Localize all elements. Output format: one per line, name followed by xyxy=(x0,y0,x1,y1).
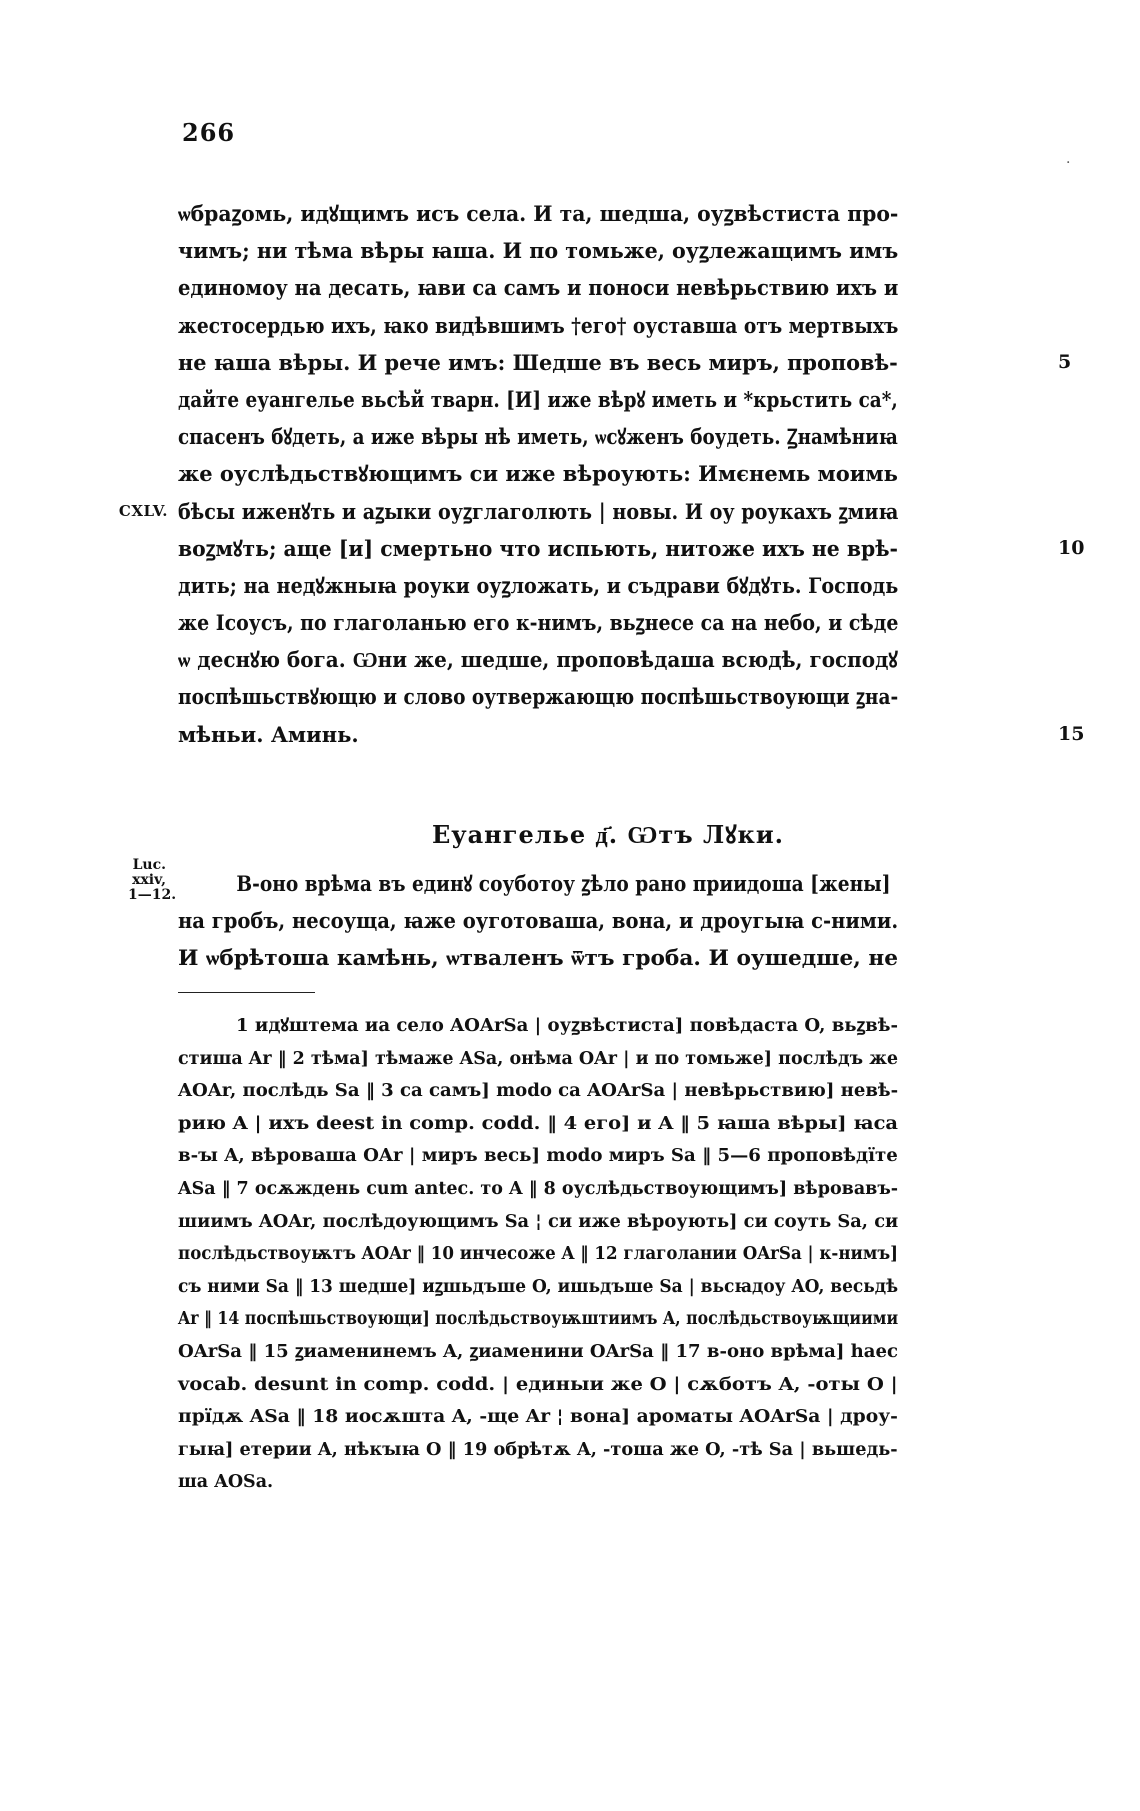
text-line-content: дайте еуангелье вьсѣй тварн. [И] иже вѣрꙋ иметь и *крьстить са*, xyxy=(178,386,898,412)
text-line xyxy=(178,716,1085,753)
footnote-line xyxy=(178,1043,1036,1076)
text-line-content: поспѣшьствꙋющю и слово оутвержающю поспѣшьствоующи ꙁна- xyxy=(178,684,899,710)
footnote-line-text: vocab. desunt in comp. codd. | единыи же O | сѫботъ A, -оты O | xyxy=(178,1374,898,1395)
gospel-line-content: В-оно врѣма въ единꙋ соуботоу ꙁѣло рано приидоша [жены] xyxy=(236,871,891,896)
gospel-text-block xyxy=(178,865,1038,977)
text-line-content: дить; на недꙋжныꙗ роуки оуꙁложать, и съдрави бꙋдꙋть. Господь xyxy=(178,572,899,598)
text-line-content: же оуслѣдьствꙋющимъ си иже вѣроують: Имєнемь моимь xyxy=(178,461,898,487)
gospel-line xyxy=(178,902,1038,939)
line-number: 15 xyxy=(1058,722,1085,745)
reference-line: Luc. xyxy=(132,857,166,873)
reference-line: xxiv, xyxy=(132,872,166,888)
text-line-content: же Ісоусъ, по глаголанью его к-нимъ, вьꙁнесе са на небо, и сѣде xyxy=(178,610,899,636)
footnote-line xyxy=(178,1434,1036,1467)
text-line-content: единомоу на десать, ꙗви са самъ и поноси невѣрьствию ихъ и xyxy=(178,275,899,301)
gospel-line-content: И ѡбрѣтоша камѣнь, ѡтваленъ ѿтъ гроба. И оушедше, не xyxy=(178,945,898,971)
text-line-content: бѣсы иженꙋть и аꙁыки оуꙁглаголють | новы. И оу роукахъ ꙁмиꙗ xyxy=(178,498,899,524)
text-line xyxy=(178,232,1038,269)
main-text-block xyxy=(118,195,1085,753)
gospel-line xyxy=(178,865,1038,902)
footnote-line xyxy=(178,1303,1036,1336)
footnote-line xyxy=(178,1401,1036,1434)
section-heading: Еуангелье д҃. Ѡтъ Лꙋки. xyxy=(431,820,785,849)
text-line xyxy=(178,455,1038,492)
footnote-line xyxy=(178,1206,1036,1239)
footnote-line-text: шиимъ AOAr, послѣдоующимъ Sa ¦ си иже вѣроують] си соуть Sa, си xyxy=(178,1211,899,1232)
footnote-line-text: гыꙗ] етерии A, нѣкꙑꙗ O ‖ 19 обрѣтѫ A, -тоша же O, -тѣ Sa | вьшедь- xyxy=(178,1439,898,1460)
footnote-line-text: AOAr, послѣдь Sa ‖ 3 са самъ] modo са AOArSa | невѣрьствию] невѣ- xyxy=(178,1081,899,1102)
text-line xyxy=(118,493,1038,530)
footnote-line-text: ASa ‖ 7 осѫждень cum antec. то A ‖ 8 оуслѣдьствоующимъ] вѣровавъ- xyxy=(178,1178,899,1199)
text-line-content: ѡбраꙁомь, идꙋщимъ исъ села. И та, шедша, оуꙁвѣстиста про- xyxy=(178,201,899,226)
footnote-line xyxy=(178,1010,1036,1043)
line-number: 5 xyxy=(1058,350,1072,373)
reference-line: 1—12. xyxy=(128,887,177,903)
margin-note: CXLV. xyxy=(118,501,168,520)
corner-mark: · xyxy=(1066,155,1071,171)
scripture-reference xyxy=(128,857,177,903)
footnote-line-text: в-ꙑ A, вѣроваша OAr | миръ весь] modo миръ Sa ‖ 5—6 проповѣдїте xyxy=(178,1146,898,1167)
gospel-line xyxy=(178,939,1038,976)
footnote-line-text: 1 идꙋштема иа село AOArSa | оуꙁвѣстиста] повѣдаста O, вьꙁвѣ- xyxy=(236,1016,898,1036)
footnote-line-text: прїдѫ ASa ‖ 18 иосѫшта A, -ще Ar ¦ вона] ароматы AOArSa | дроу- xyxy=(178,1407,898,1428)
text-line-content: спасенъ бꙋдеть, а иже вѣры нѣ иметь, ѡсꙋженъ боудеть. Ꙁнамѣниꙗ xyxy=(178,424,898,450)
text-line-content: жестосердью ихъ, ꙗко видѣвшимъ †его† оуставша отъ мертвыхъ xyxy=(178,312,899,338)
footnote-line xyxy=(178,1173,1036,1206)
text-line xyxy=(178,344,1072,381)
footnote-line xyxy=(178,1108,1036,1141)
text-line-content: воꙁмꙋть; аще [и] смертьно что испьють, нитоже ихъ не врѣ- xyxy=(178,535,898,561)
footnote-divider xyxy=(178,992,315,993)
line-number: 10 xyxy=(1058,536,1085,559)
footnote-line xyxy=(178,1336,1036,1369)
text-line xyxy=(178,604,1038,641)
footnote-line-text: ша AOSa. xyxy=(178,1472,274,1493)
footnote-line xyxy=(178,1238,1036,1271)
footnote-line xyxy=(178,1271,1036,1304)
footnote-line xyxy=(178,1466,1036,1499)
footnote-line-text: OArSa ‖ 15 ꙁиаменинемъ A, ꙁиаменини OArSa ‖ 17 в-оно врѣма] haec xyxy=(178,1341,898,1362)
page-number: 266 xyxy=(182,118,236,147)
footnote-line xyxy=(178,1140,1036,1173)
text-line-content: не ꙗша вѣры. И рече имъ: Шедше въ весь миръ, проповѣ- xyxy=(178,349,898,375)
text-line xyxy=(178,195,1038,232)
text-line xyxy=(178,530,1085,567)
text-line-content: ѡ деснꙋю бога. Ѡни же, шедше, проповѣдаша всюдѣ, господꙋ xyxy=(178,647,898,673)
text-line-content: мѣньи. Аминь. xyxy=(178,721,359,747)
text-line xyxy=(178,418,1038,455)
footnote-line-text: послѣдьствоуѭтъ AOAr ‖ 10 инчесоже A ‖ 12 глаголании OArSa | к-нимъ] xyxy=(178,1244,899,1265)
footnote-line xyxy=(178,1075,1036,1108)
footnote-line-text: рию A | ихъ deest in comp. codd. ‖ 4 его] и A ‖ 5 ꙗша вѣры] ꙗса xyxy=(178,1113,898,1134)
text-line xyxy=(178,269,1038,306)
footnotes-block xyxy=(178,1010,1036,1499)
text-line xyxy=(178,678,1038,715)
footnote-line-text: съ ними Sa ‖ 13 шедше] иꙁшьдъше O, ишьдъше Sa | вьсꙗдоу AO, весьдѣ xyxy=(178,1276,899,1297)
text-line xyxy=(178,381,1038,418)
footnote-line-text: стиша Ar ‖ 2 тѣма] тѣмаже ASa, онѣма OAr | и по томьже] послѣдъ же xyxy=(178,1048,899,1069)
text-line xyxy=(178,641,1038,678)
text-line-content: чимъ; ни тѣма вѣры ꙗша. И по томьже, оуꙁлежащимъ имъ xyxy=(178,238,899,264)
gospel-line-content: на гробъ, несоуща, ꙗже оуготоваша, вона, и дроугыꙗ с-ними. xyxy=(178,908,899,934)
footnote-line xyxy=(178,1369,1036,1402)
text-line xyxy=(178,307,1038,344)
footnote-line-text: Ar ‖ 14 поспѣшьствоующи] послѣдьствоуѭштиимъ A, послѣдьствоуѭщиими xyxy=(178,1309,899,1330)
text-line xyxy=(178,567,1038,604)
